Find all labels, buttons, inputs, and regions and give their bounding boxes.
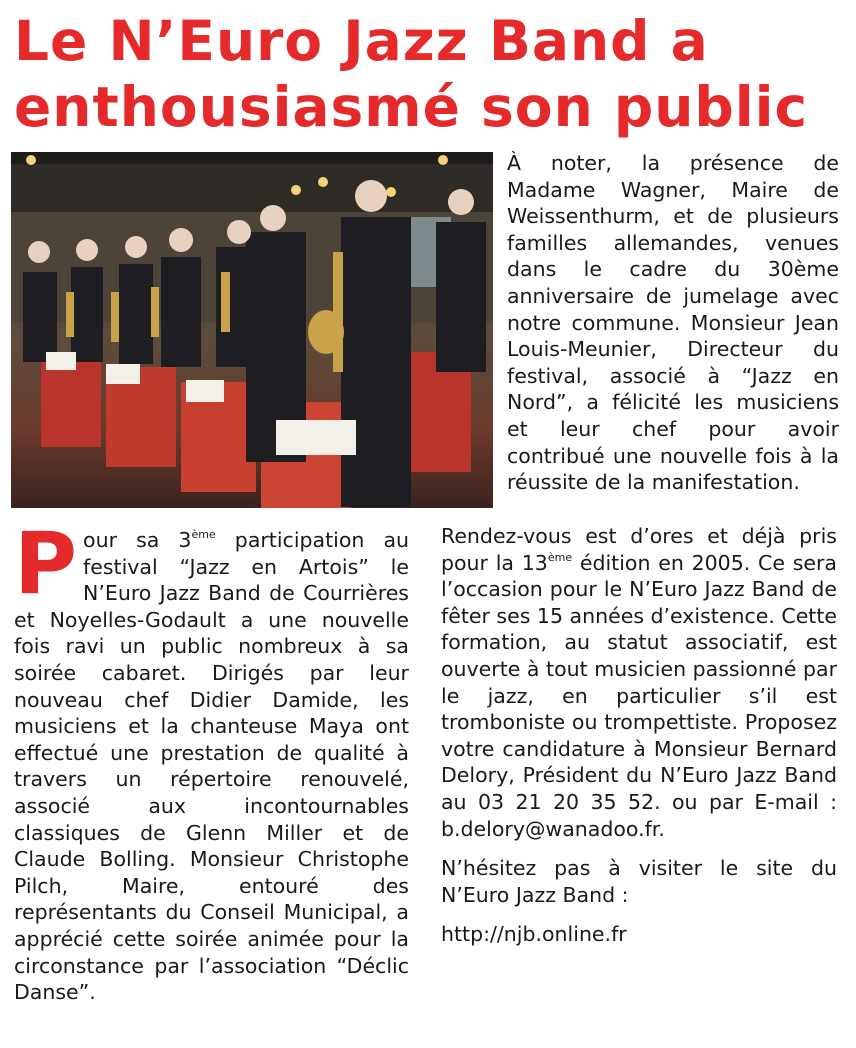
headline-line-1: Le N’Euro Jazz Band a: [14, 9, 709, 73]
paragraph-left-rest: participation au festival “Jazz en Artois” le N’Euro Jazz Band de Courrières et Noyelles-Godault a une nouvelle fois ravi un public nombreux à sa soirée cabaret. Dirigés par leur nouveau chef Didier Damide, les musiciens et la chanteuse Maya ont effectué une prestation de qualité à travers un répertoire renouvelé, associé aux incontournables classiques de Glenn Miller et de Claude Bolling. Monsieur Christophe Pilch, Maire, entouré des représentants du Conseil Municipal, a apprécié cette soirée animée pour la circonstance par l’association “Déclic Danse”.: [14, 528, 409, 1005]
superscript-eme: ème: [191, 528, 216, 541]
paragraph-right-rest: édition en 2005. Ce sera l’occasion pour le N’Euro Jazz Band de fêter ses 15 années d’existence. Cette formation, au statut associatif, est ouverte à tout musicien passionné par le jazz, en particulier s’il est tromboniste ou trompettiste. Proposez votre candidature à Monsieur Bernard Delory, Président du N’Euro Jazz Band au 03 21 20 35 52. ou par E-mail : b.delory@wanadoo.fr.: [441, 550, 837, 841]
column-left: [14, 514, 409, 1006]
jazz-band-photo: [11, 152, 493, 508]
paragraph-top-right: À noter, la présence de Madame Wagner, Maire de Weissenthurm, et de plusieurs familles allemandes, venues dans le cadre du 30ème anniversaire de jumelage avec notre commune. Monsieur Jean Louis-Meunier, Directeur du festival, associé à “Jazz en Nord”, a félicité les musiciens et leur chef pour avoir contribué une nouvelle fois à la réussite de la manifestation.: [507, 151, 839, 495]
drop-cap: P: [14, 514, 78, 614]
paragraph-right-start: Rendez-vous est d’ores et déjà pris pour la 13: [441, 524, 837, 575]
website-link[interactable]: http://njb.online.fr: [441, 922, 627, 947]
photo-illustration: [11, 152, 493, 508]
paragraph-right: [441, 523, 837, 842]
paragraph-left-start: our sa 3: [83, 528, 192, 552]
visit-site-text: N’hésitez pas à visiter le site du N’Euro Jazz Band :: [441, 856, 837, 907]
headline: [14, 8, 844, 140]
superscript-eme: ème: [547, 550, 573, 564]
column-right: [441, 523, 837, 948]
column-top-right: [507, 150, 839, 496]
headline-line-2: enthousiasmé son public: [14, 75, 809, 139]
